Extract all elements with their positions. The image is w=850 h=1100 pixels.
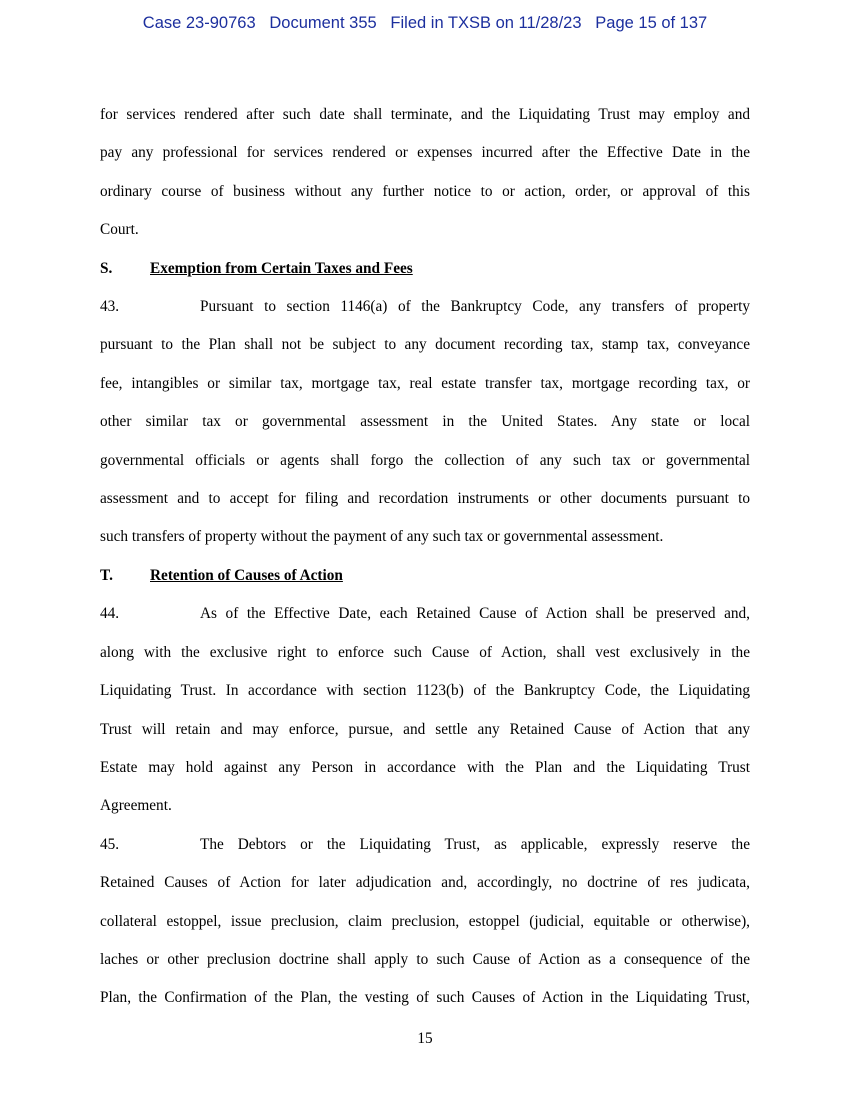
body-line: Pursuant to section 1146(a) of the Bankruptcy Code, any transfers of property (200, 298, 750, 316)
paragraph-44-first-line (100, 595, 750, 633)
body-line: Trust will retain and may enforce, pursue, and settle any Retained Cause of Action that any (100, 720, 750, 738)
body-line: Agreement. (100, 797, 172, 815)
body-line: Liquidating Trust. In accordance with section 1123(b) of the Bankruptcy Code, the Liquidating (100, 682, 750, 700)
section-letter: S. (100, 259, 113, 277)
body-line: As of the Effective Date, each Retained Cause of Action shall be preserved and, (200, 605, 750, 623)
body-line: assessment and to accept for filing and recordation instruments or other documents pursuant to (100, 490, 750, 508)
section-title: Retention of Causes of Action (150, 566, 343, 584)
body-line: ordinary course of business without any further notice to or action, order, or approval of this (100, 182, 750, 200)
body-line: Court. (100, 221, 139, 239)
paragraph-45-first-line (100, 826, 750, 864)
section-heading-s (100, 250, 750, 288)
body-line: Plan, the Confirmation of the Plan, the vesting of such Causes of Action in the Liquidating Trust, (100, 989, 750, 1007)
body-line: pay any professional for services rendered or expenses incurred after the Effective Date in the (100, 144, 750, 162)
body-line: Estate may hold against any Person in accordance with the Plan and the Liquidating Trust (100, 758, 750, 776)
section-title: Exemption from Certain Taxes and Fees (150, 259, 413, 277)
body-line: along with the exclusive right to enforce such Cause of Action, shall vest exclusively in the (100, 643, 750, 661)
body-line: collateral estoppel, issue preclusion, claim preclusion, estoppel (judicial, equitable or otherwise), (100, 912, 750, 930)
page-number: 15 (417, 1030, 433, 1047)
paragraph-43-first-line (100, 288, 750, 326)
paragraph-number: 45. (100, 835, 120, 853)
body-line: The Debtors or the Liquidating Trust, as applicable, expressly reserve the (200, 835, 750, 853)
body-line: for services rendered after such date shall terminate, and the Liquidating Trust may employ and (100, 106, 750, 123)
body-line: such transfers of property without the payment of any such tax or governmental assessment. (100, 528, 664, 546)
body-line: pursuant to the Plan shall not be subject to any document recording tax, stamp tax, conveyance (100, 336, 750, 354)
filing-header: Case 23-90763 Document 355 Filed in TXSB on 11/28/23 Page 15 of 137 (142, 14, 708, 32)
document-body (100, 96, 750, 1018)
body-line: governmental officials or agents shall forgo the collection of any such tax or governmental (100, 451, 750, 469)
paragraph-number: 43. (100, 298, 120, 316)
body-line: laches or other preclusion doctrine shall apply to such Cause of Action as a consequence of the (100, 950, 750, 968)
paragraph-number: 44. (100, 605, 120, 623)
body-line: fee, intangibles or similar tax, mortgage tax, real estate transfer tax, mortgage recording tax, or (100, 374, 750, 392)
section-heading-t (100, 557, 750, 595)
section-letter: T. (100, 566, 113, 584)
body-line: other similar tax or governmental assessment in the United States. Any state or local (100, 413, 750, 431)
body-line: Retained Causes of Action for later adjudication and, accordingly, no doctrine of res judicata, (100, 874, 750, 892)
